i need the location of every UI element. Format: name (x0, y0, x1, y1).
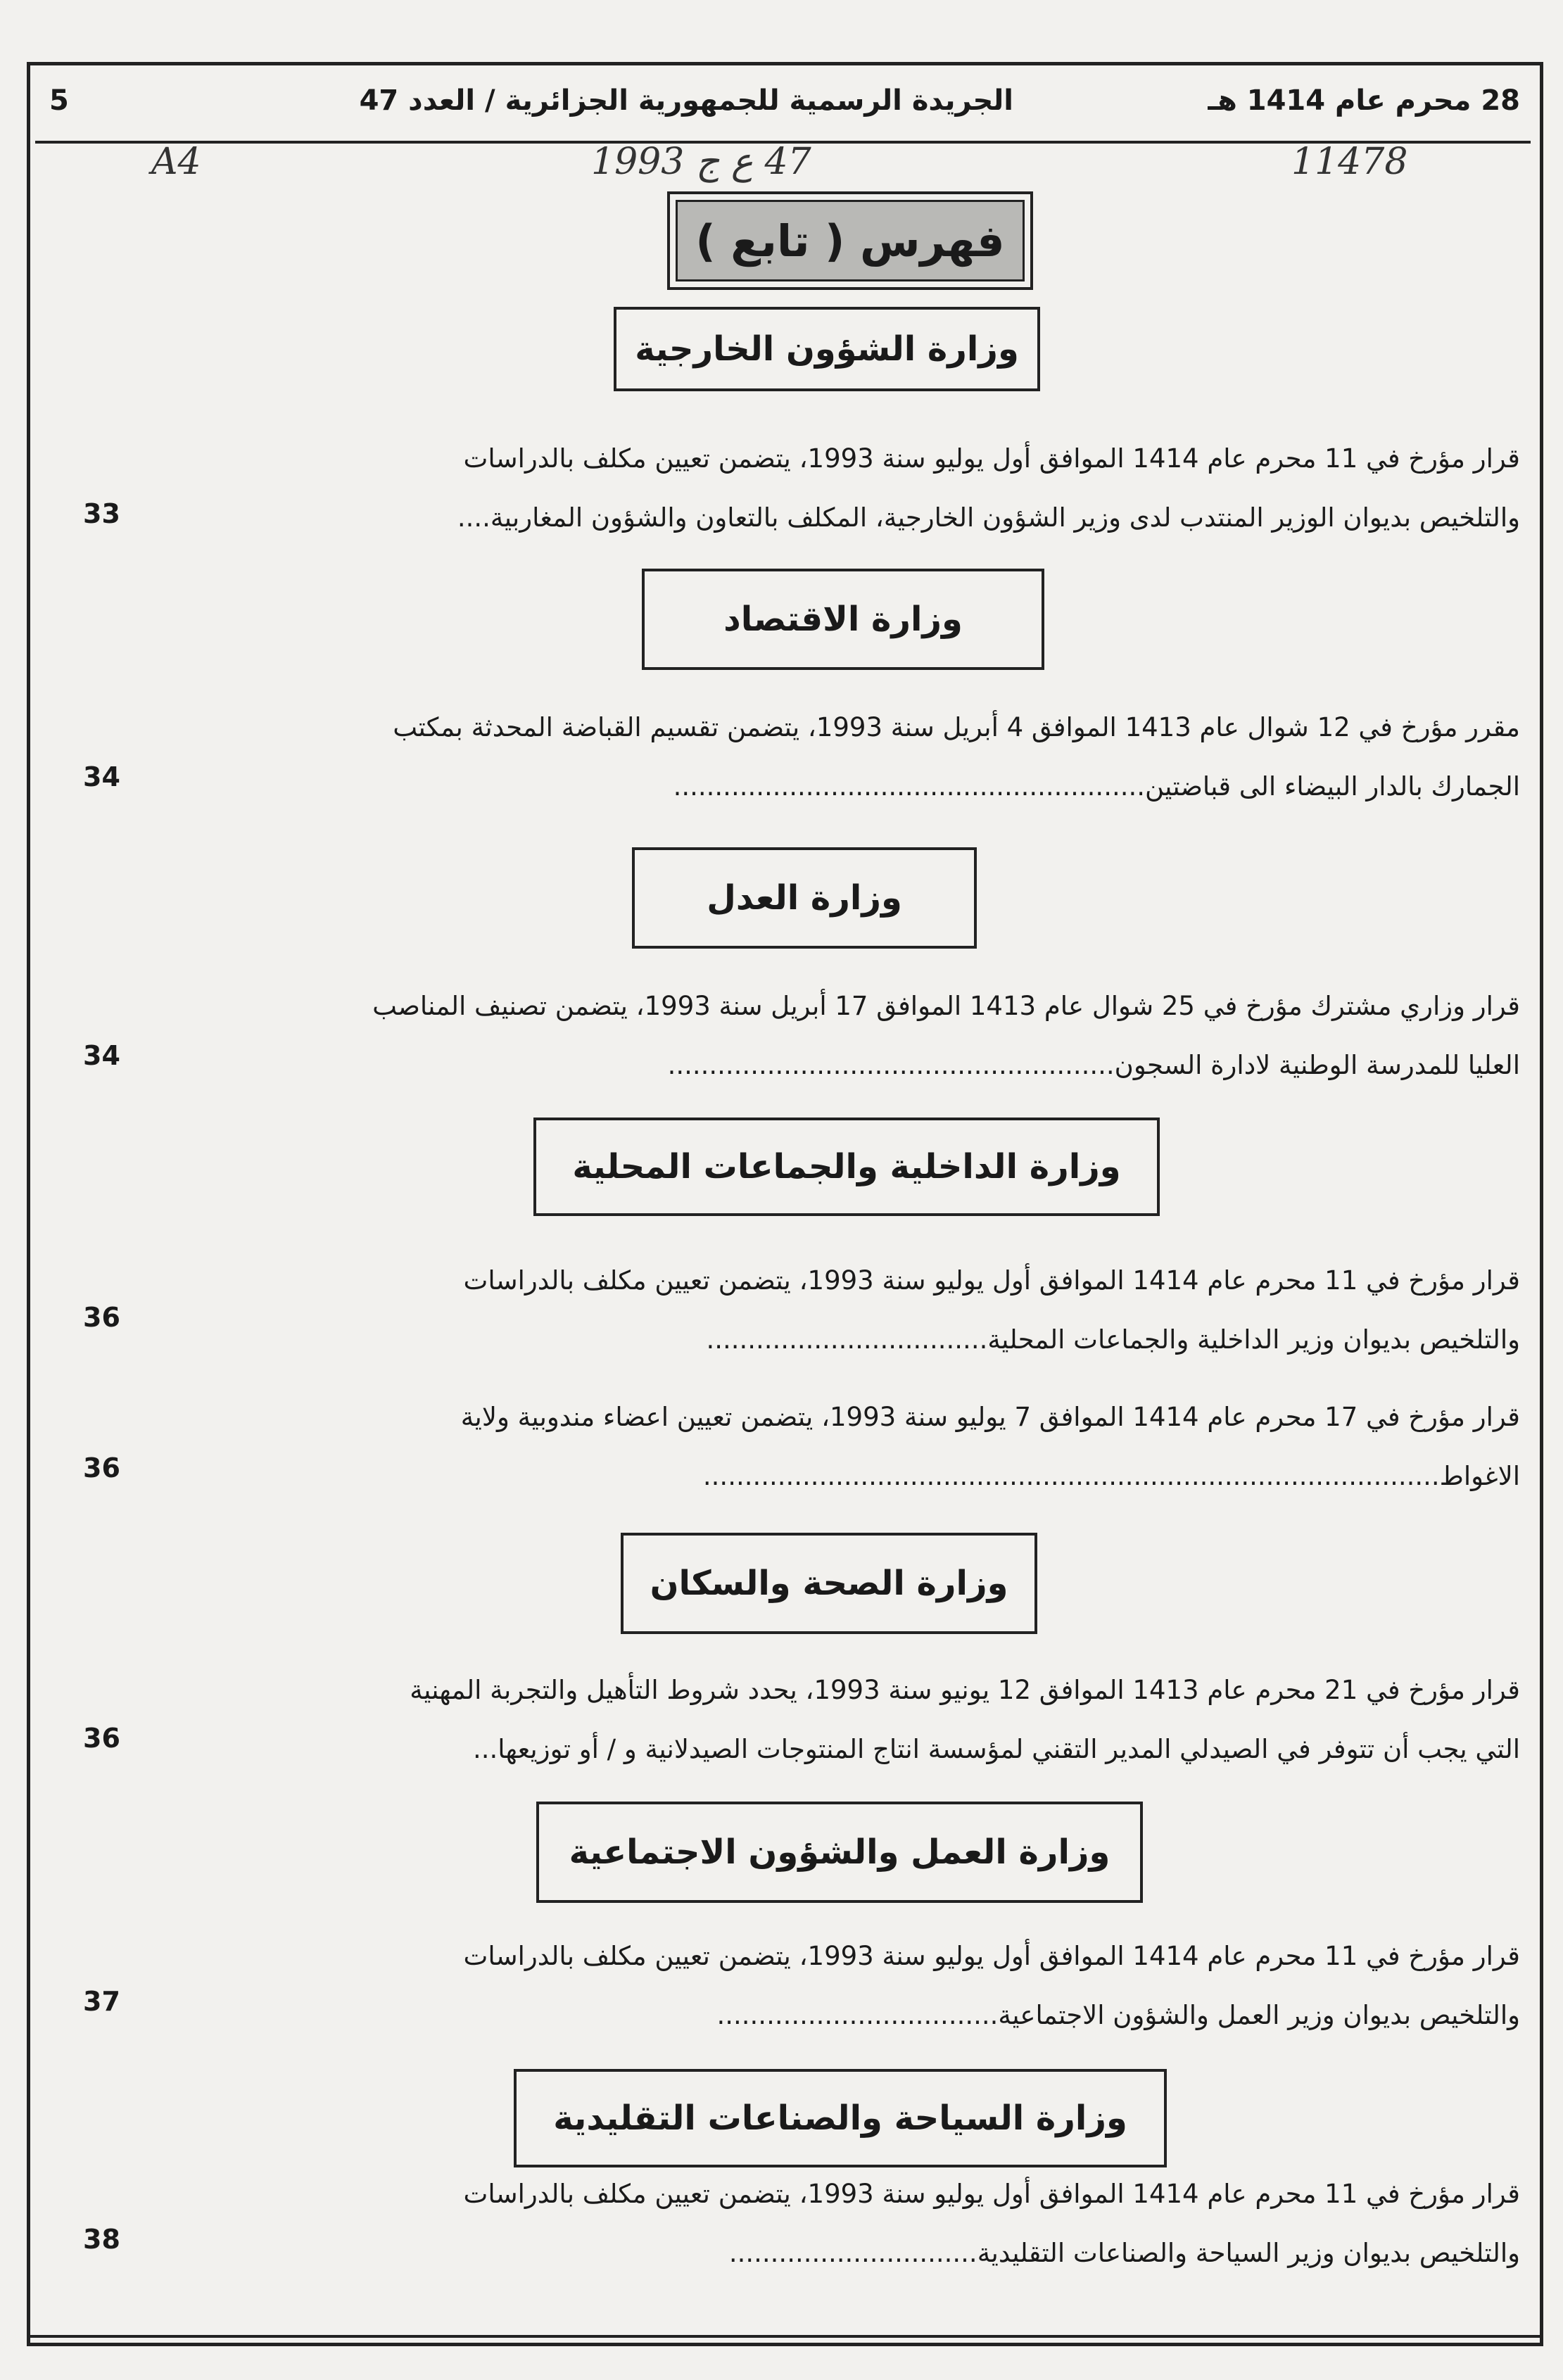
index-entry (70, 429, 1520, 547)
entry-page-number: 36 (83, 1723, 120, 1754)
entry-line: قرار مؤرخ في 11 محرم عام 1414 الموافق أول يوليو سنة 1993، يتضمن تعيين مكلف بالدراسات (463, 443, 1520, 474)
entry-page-number: 33 (83, 498, 120, 529)
entry-page-number: 36 (83, 1452, 120, 1483)
section-heading-health: وزارة الصحة والسكان (621, 1533, 1037, 1634)
handwritten-note-left: A4 (151, 141, 201, 183)
entry-line: الجمارك بالدار البيضاء الى قباضتين......................................................... (673, 771, 1520, 802)
section-heading-interior: وزارة الداخلية والجماعات المحلية (533, 1118, 1160, 1216)
entry-line: والتلخيص بديوان وزير السياحة والصناعات التقليدية.............................. (728, 2238, 1520, 2268)
entry-line: قرار وزاري مشترك مؤرخ في 25 شوال عام 1413 الموافق 17 أبريل سنة 1993، يتضمن تصنيف المناصب (372, 991, 1520, 1021)
entry-line: قرار مؤرخ في 11 محرم عام 1414 الموافق أول يوليو سنة 1993، يتضمن تعيين مكلف بالدراسات (463, 1941, 1520, 1971)
entry-line: مقرر مؤرخ في 12 شوال عام 1413 الموافق 4 أبريل سنة 1993، يتضمن تقسيم القباضة المحدثة بمكتب (393, 712, 1520, 742)
entry-line: الاغواط......................................................................................... (702, 1461, 1520, 1491)
section-heading-foreign-affairs: وزارة الشؤون الخارجية (614, 307, 1040, 391)
section-heading-labour: وزارة العمل والشؤون الاجتماعية (536, 1802, 1143, 1903)
index-entry (70, 2165, 1520, 2283)
page-header (49, 77, 1520, 134)
header-date: 28 محرم عام 1414 هـ (1208, 84, 1520, 117)
entry-line: قرار مؤرخ في 11 محرم عام 1414 الموافق أول يوليو سنة 1993، يتضمن تعيين مكلف بالدراسات (463, 2179, 1520, 2209)
handwritten-note-right: 11478 (1291, 141, 1408, 183)
entry-line: قرار مؤرخ في 21 محرم عام 1413 الموافق 12 يونيو سنة 1993، يحدد شروط التأهيل والتجربة المهنية (410, 1675, 1520, 1705)
bottom-rule (27, 2335, 1540, 2338)
entry-page-number: 34 (83, 761, 120, 792)
handwritten-note-center: 47 ع ج 1993 (591, 141, 811, 183)
entry-line: قرار مؤرخ في 17 محرم عام 1414 الموافق 7 يوليو سنة 1993، يتضمن تعيين اعضاء مندوبية ولاية (460, 1402, 1520, 1432)
section-heading-tourism: وزارة السياحة والصناعات التقليدية (514, 2069, 1167, 2167)
entry-line: العليا للمدرسة الوطنية لادارة السجون...................................................... (667, 1050, 1520, 1080)
header-journal-title: الجريدة الرسمية للجمهورية الجزائرية / العدد 47 (359, 84, 1013, 117)
entry-line: قرار مؤرخ في 11 محرم عام 1414 الموافق أول يوليو سنة 1993، يتضمن تعيين مكلف بالدراسات (463, 1265, 1520, 1296)
entry-line: والتلخيص بديوان الوزير المنتدب لدى وزير الشؤون الخارجية، المكلف بالتعاون والشؤون المغاربية.... (457, 502, 1520, 533)
entry-line: والتلخيص بديوان وزير الداخلية والجماعات المحلية.................................. (706, 1324, 1520, 1355)
entry-page-number: 38 (83, 2224, 120, 2255)
entry-page-number: 34 (83, 1040, 120, 1071)
header-page-number: 5 (49, 84, 69, 117)
index-entry (70, 1388, 1520, 1506)
index-entry (70, 1661, 1520, 1779)
section-heading-economy: وزارة الاقتصاد (642, 569, 1044, 670)
index-entry (70, 698, 1520, 816)
entry-line: التي يجب أن تتوفر في الصيدلي المدير التقني لمؤسسة انتاج المنتوجات الصيدلانية و / أو توزيعها... (472, 1734, 1520, 1764)
entry-page-number: 36 (83, 1302, 120, 1333)
entry-page-number: 37 (83, 1986, 120, 2017)
index-entry (70, 1927, 1520, 2045)
index-entry (70, 1251, 1520, 1369)
index-entry (70, 977, 1520, 1095)
index-title: فهرس ( تابع ) (667, 191, 1033, 290)
section-heading-justice: وزارة العدل (632, 847, 977, 949)
entry-line: والتلخيص بديوان وزير العمل والشؤون الاجتماعية.................................. (716, 2000, 1520, 2030)
